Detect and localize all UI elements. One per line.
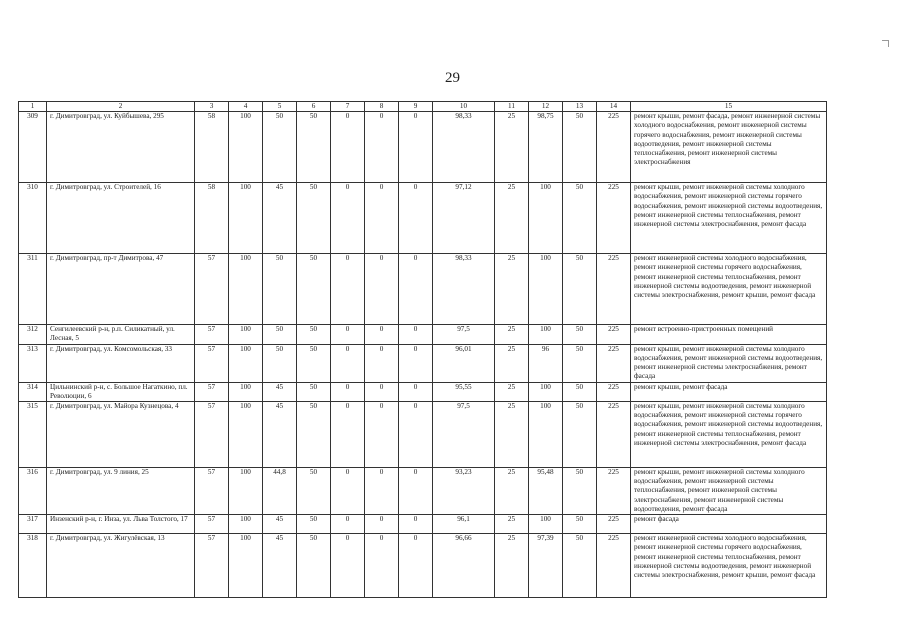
value-col9: 0 — [399, 382, 433, 401]
value-col12: 100 — [529, 254, 563, 325]
col-header: 10 — [433, 102, 495, 112]
value-col6: 50 — [297, 183, 331, 254]
value-col12: 95,48 — [529, 467, 563, 514]
col-header: 2 — [47, 102, 195, 112]
value-col8: 0 — [365, 401, 399, 467]
table-row — [19, 112, 827, 183]
row-number: 315 — [19, 401, 47, 467]
value-col10: 93,23 — [433, 467, 495, 514]
col-header: 7 — [331, 102, 365, 112]
value-col9: 0 — [399, 515, 433, 534]
value-col5: 50 — [263, 254, 297, 325]
value-col12: 100 — [529, 382, 563, 401]
value-col11: 25 — [495, 183, 529, 254]
col-header: 15 — [631, 102, 827, 112]
repair-works: ремонт крыши, ремонт инженерной системы холодного водоснабжения, ремонт инженерной системы горячего водоснабжения, ремонт инженерной системы водоотведения, ремонт инженерной системы теплоснабжения, ремонт инженерной системы электроснабжения, ремонт фасада — [631, 183, 827, 254]
value-col12: 100 — [529, 515, 563, 534]
column-number-row — [19, 102, 827, 112]
value-col6: 50 — [297, 534, 331, 598]
value-col8: 0 — [365, 344, 399, 382]
value-col11: 25 — [495, 401, 529, 467]
address: г. Димитровград, ул. Майора Кузнецова, 4 — [47, 401, 195, 467]
value-col10: 97,5 — [433, 325, 495, 344]
row-number: 310 — [19, 183, 47, 254]
row-number: 309 — [19, 112, 47, 183]
address: Инзенский р-н, г. Инза, ул. Льва Толстого, 17 — [47, 515, 195, 534]
value-col12: 100 — [529, 401, 563, 467]
value-col8: 0 — [365, 515, 399, 534]
value-col9: 0 — [399, 401, 433, 467]
table-row — [19, 254, 827, 325]
value-col4: 100 — [229, 325, 263, 344]
value-col7: 0 — [331, 254, 365, 325]
repair-works: ремонт инженерной системы холодного водоснабжения, ремонт инженерной системы горячего водоснабжения, ремонт инженерной системы теплоснабжения, ремонт инженерной системы водоотведения, ремонт инженерной системы электроснабжения, ремонт крыши, ремонт фасада — [631, 534, 827, 598]
value-col8: 0 — [365, 183, 399, 254]
value-col9: 0 — [399, 183, 433, 254]
value-col8: 0 — [365, 534, 399, 598]
value-col5: 45 — [263, 534, 297, 598]
repair-works: ремонт инженерной системы холодного водоснабжения, ремонт инженерной системы горячего водоснабжения, ремонт инженерной системы теплоснабжения, ремонт инженерной системы водоотведения, ремонт инженерной системы электроснабжения, ремонт крыши, ремонт фасада — [631, 254, 827, 325]
value-col14: 225 — [597, 401, 631, 467]
value-col10: 97,12 — [433, 183, 495, 254]
repair-works: ремонт крыши, ремонт фасада, ремонт инженерной системы холодного водоснабжения, ремонт инженерной системы горячего водоснабжения, ремонт инженерной системы водоотведения, ремонт инженерной системы теплоснабжения, ремонт инженерной системы электроснабжения — [631, 112, 827, 183]
col-header: 14 — [597, 102, 631, 112]
value-col11: 25 — [495, 254, 529, 325]
table-row — [19, 325, 827, 344]
value-col3: 58 — [195, 112, 229, 183]
value-col13: 50 — [563, 325, 597, 344]
col-header: 4 — [229, 102, 263, 112]
value-col5: 45 — [263, 183, 297, 254]
value-col4: 100 — [229, 344, 263, 382]
value-col10: 96,66 — [433, 534, 495, 598]
address: Сенгилеевский р-н, р.п. Силикатный, ул. Лесная, 5 — [47, 325, 195, 344]
table-row — [19, 344, 827, 382]
value-col11: 25 — [495, 344, 529, 382]
value-col3: 57 — [195, 344, 229, 382]
value-col6: 50 — [297, 344, 331, 382]
value-col11: 25 — [495, 112, 529, 183]
value-col8: 0 — [365, 112, 399, 183]
row-number: 314 — [19, 382, 47, 401]
value-col7: 0 — [331, 183, 365, 254]
value-col8: 0 — [365, 382, 399, 401]
value-col13: 50 — [563, 254, 597, 325]
address: Цильнинский р-н, с. Большое Нагаткино, пл. Революции, 6 — [47, 382, 195, 401]
value-col4: 100 — [229, 467, 263, 514]
value-col6: 50 — [297, 467, 331, 514]
col-header: 12 — [529, 102, 563, 112]
value-col14: 225 — [597, 515, 631, 534]
table-row — [19, 515, 827, 534]
value-col13: 50 — [563, 183, 597, 254]
value-col12: 96 — [529, 344, 563, 382]
value-col10: 96,1 — [433, 515, 495, 534]
page-number: 29 — [445, 70, 460, 86]
value-col11: 25 — [495, 382, 529, 401]
repair-table — [18, 101, 827, 598]
value-col7: 0 — [331, 401, 365, 467]
row-number: 312 — [19, 325, 47, 344]
value-col6: 50 — [297, 112, 331, 183]
row-number: 317 — [19, 515, 47, 534]
repair-works: ремонт встроенно-пристроенных помещений — [631, 325, 827, 344]
value-col9: 0 — [399, 254, 433, 325]
value-col4: 100 — [229, 382, 263, 401]
table-row — [19, 467, 827, 514]
value-col5: 50 — [263, 325, 297, 344]
address: г. Димитровград, пр-т Димитрова, 47 — [47, 254, 195, 325]
table-row — [19, 183, 827, 254]
value-col12: 97,39 — [529, 534, 563, 598]
value-col7: 0 — [331, 344, 365, 382]
repair-works: ремонт крыши, ремонт инженерной системы холодного водоснабжения, ремонт инженерной системы теплоснабжения, ремонт инженерной системы электроснабжения, ремонт инженерной системы водоотведения, ремонт фасада — [631, 467, 827, 514]
value-col3: 58 — [195, 183, 229, 254]
value-col13: 50 — [563, 467, 597, 514]
value-col4: 100 — [229, 112, 263, 183]
table-row — [19, 401, 827, 467]
value-col9: 0 — [399, 534, 433, 598]
value-col7: 0 — [331, 112, 365, 183]
value-col14: 225 — [597, 467, 631, 514]
value-col6: 50 — [297, 382, 331, 401]
col-header: 1 — [19, 102, 47, 112]
row-number: 313 — [19, 344, 47, 382]
value-col3: 57 — [195, 515, 229, 534]
value-col3: 57 — [195, 401, 229, 467]
value-col3: 57 — [195, 534, 229, 598]
col-header: 13 — [563, 102, 597, 112]
value-col10: 96,01 — [433, 344, 495, 382]
value-col7: 0 — [331, 467, 365, 514]
value-col7: 0 — [331, 382, 365, 401]
address: г. Димитровград, ул. 9 линия, 25 — [47, 467, 195, 514]
value-col14: 225 — [597, 183, 631, 254]
value-col4: 100 — [229, 254, 263, 325]
value-col11: 25 — [495, 467, 529, 514]
value-col10: 97,5 — [433, 401, 495, 467]
value-col3: 57 — [195, 254, 229, 325]
value-col3: 57 — [195, 467, 229, 514]
address: г. Димитровград, ул. Жигулёвская, 13 — [47, 534, 195, 598]
repair-works: ремонт крыши, ремонт инженерной системы холодного водоснабжения, ремонт инженерной системы водоотведения, ремонт инженерной системы электроснабжения, ремонт фасада — [631, 344, 827, 382]
value-col9: 0 — [399, 325, 433, 344]
col-header: 6 — [297, 102, 331, 112]
value-col13: 50 — [563, 382, 597, 401]
repair-works: ремонт крыши, ремонт фасада — [631, 382, 827, 401]
value-col6: 50 — [297, 515, 331, 534]
table-row — [19, 534, 827, 598]
value-col4: 100 — [229, 183, 263, 254]
value-col11: 25 — [495, 534, 529, 598]
value-col9: 0 — [399, 112, 433, 183]
value-col12: 100 — [529, 325, 563, 344]
value-col13: 50 — [563, 344, 597, 382]
row-number: 316 — [19, 467, 47, 514]
col-header: 8 — [365, 102, 399, 112]
value-col6: 50 — [297, 254, 331, 325]
value-col4: 100 — [229, 401, 263, 467]
value-col11: 25 — [495, 515, 529, 534]
value-col14: 225 — [597, 382, 631, 401]
value-col14: 225 — [597, 254, 631, 325]
value-col5: 44,8 — [263, 467, 297, 514]
col-header: 5 — [263, 102, 297, 112]
value-col4: 100 — [229, 534, 263, 598]
value-col10: 95,55 — [433, 382, 495, 401]
address: г. Димитровград, ул. Куйбышева, 295 — [47, 112, 195, 183]
value-col5: 45 — [263, 401, 297, 467]
value-col13: 50 — [563, 534, 597, 598]
value-col13: 50 — [563, 515, 597, 534]
repair-works: ремонт крыши, ремонт инженерной системы холодного водоснабжения, ремонт инженерной системы горячего водоснабжения, ремонт инженерной системы водоотведения, ремонт инженерной системы теплоснабжения, ремонт инженерной системы электроснабжения, ремонт фасада — [631, 401, 827, 467]
value-col5: 45 — [263, 382, 297, 401]
value-col8: 0 — [365, 467, 399, 514]
value-col14: 225 — [597, 344, 631, 382]
value-col14: 225 — [597, 325, 631, 344]
value-col12: 98,75 — [529, 112, 563, 183]
value-col5: 50 — [263, 344, 297, 382]
value-col12: 100 — [529, 183, 563, 254]
value-col5: 50 — [263, 112, 297, 183]
value-col5: 45 — [263, 515, 297, 534]
value-col10: 98,33 — [433, 254, 495, 325]
row-number: 318 — [19, 534, 47, 598]
value-col7: 0 — [331, 515, 365, 534]
value-col4: 100 — [229, 515, 263, 534]
address: г. Димитровград, ул. Строителей, 16 — [47, 183, 195, 254]
value-col10: 98,33 — [433, 112, 495, 183]
value-col3: 57 — [195, 325, 229, 344]
value-col14: 225 — [597, 112, 631, 183]
table-row — [19, 382, 827, 401]
value-col7: 0 — [331, 534, 365, 598]
address: г. Димитровград, ул. Комсомольская, 33 — [47, 344, 195, 382]
value-col7: 0 — [331, 325, 365, 344]
value-col9: 0 — [399, 344, 433, 382]
value-col9: 0 — [399, 467, 433, 514]
value-col13: 50 — [563, 401, 597, 467]
col-header: 3 — [195, 102, 229, 112]
value-col13: 50 — [563, 112, 597, 183]
value-col3: 57 — [195, 382, 229, 401]
value-col6: 50 — [297, 325, 331, 344]
value-col14: 225 — [597, 534, 631, 598]
col-header: 9 — [399, 102, 433, 112]
value-col8: 0 — [365, 254, 399, 325]
col-header: 11 — [495, 102, 529, 112]
repair-works: ремонт фасада — [631, 515, 827, 534]
value-col8: 0 — [365, 325, 399, 344]
corner-crop-mark — [882, 40, 889, 47]
value-col6: 50 — [297, 401, 331, 467]
row-number: 311 — [19, 254, 47, 325]
value-col11: 25 — [495, 325, 529, 344]
